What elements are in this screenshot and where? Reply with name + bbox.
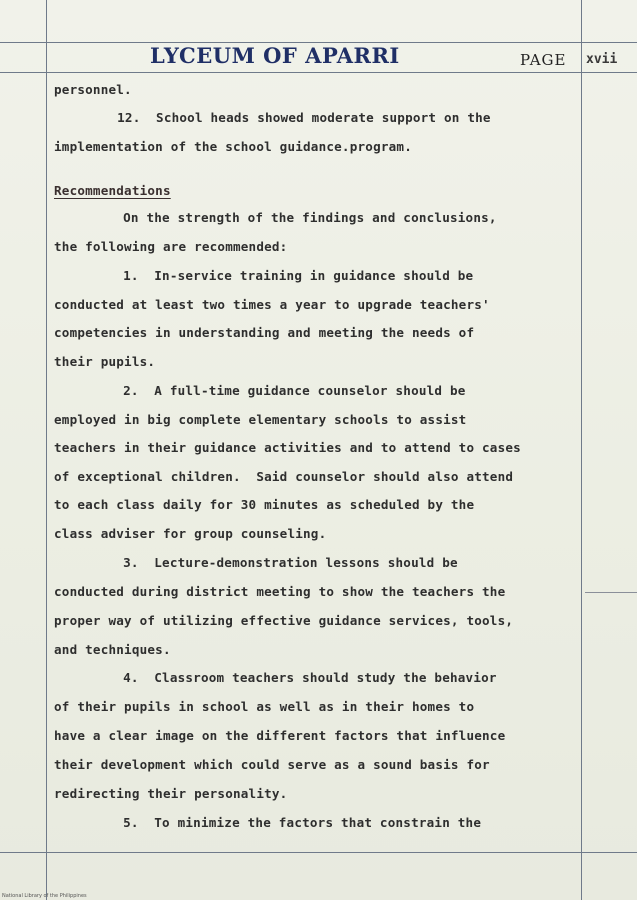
page-label: PAGE (520, 51, 567, 69)
bottom-rule (0, 852, 637, 853)
text-line: the following are recommended: (54, 239, 288, 254)
text-line: of exceptional children. Said counselor should also attend (54, 469, 514, 484)
text-line: implementation of the school guidance.program. (54, 139, 412, 154)
right-margin-rule (581, 0, 582, 900)
page-number: xvii (586, 52, 618, 67)
header-bottom-rule (0, 72, 637, 73)
text-line: and techniques. (54, 642, 171, 657)
text-line: conducted at least two times a year to upgrade teachers' (54, 297, 490, 312)
text-line: conducted during district meeting to show the teachers the (54, 584, 506, 599)
text-line: their pupils. (54, 354, 156, 369)
left-margin-rule (46, 0, 47, 900)
institution-title: LYCEUM OF APARRI (150, 43, 400, 68)
text-line: On the strength of the findings and conclusions, (92, 210, 497, 225)
text-line: to each class daily for 30 minutes as scheduled by the (54, 497, 475, 512)
archive-footer-note: National Library of the Philippines (2, 893, 87, 899)
text-line: have a clear image on the different factors that influence (54, 728, 506, 743)
edge-mark (585, 592, 637, 593)
text-line: of their pupils in school as well as in their homes to (54, 699, 475, 714)
text-line: redirecting their personality. (54, 786, 288, 801)
text-line: 5. To minimize the factors that constrain the (92, 815, 482, 830)
text-line: personnel. (54, 82, 132, 97)
section-heading: Recommendations (54, 183, 171, 198)
text-line: 3. Lecture-demonstration lessons should be (92, 555, 458, 570)
text-line: teachers in their guidance activities and to attend to cases (54, 440, 521, 455)
text-line: 12. School heads showed moderate support on the (86, 110, 491, 125)
text-line: proper way of utilizing effective guidance services, tools, (54, 613, 514, 628)
text-line: 2. A full-time guidance counselor should be (92, 383, 466, 398)
text-line: employed in big complete elementary schools to assist (54, 412, 467, 427)
text-line: 4. Classroom teachers should study the behavior (92, 670, 497, 685)
text-line: 1. In-service training in guidance should be (92, 268, 474, 283)
text-line: their development which could serve as a sound basis for (54, 757, 490, 772)
text-line: class adviser for group counseling. (54, 526, 327, 541)
text-line: competencies in understanding and meeting the needs of (54, 325, 475, 340)
